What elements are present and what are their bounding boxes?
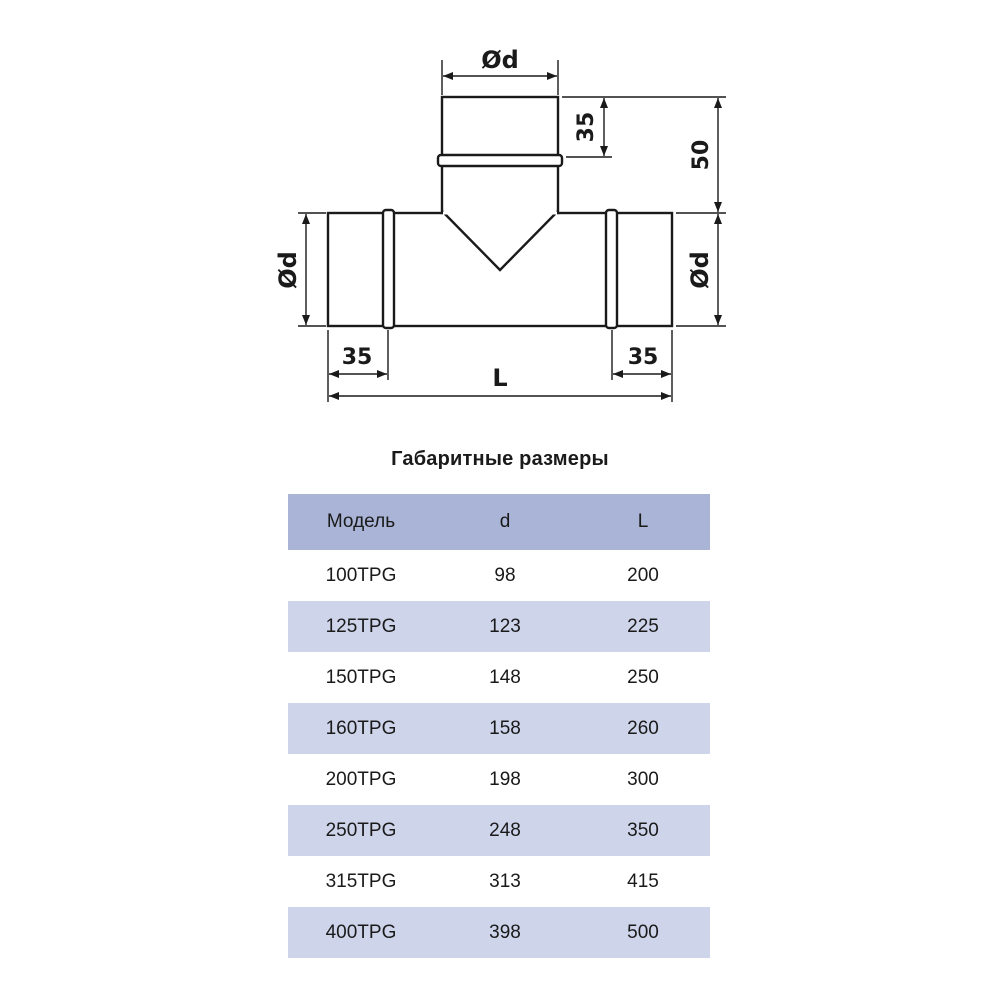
table-row [288,805,710,856]
cell-model: 315TPG [325,870,397,892]
cell-model: 200TPG [325,768,397,790]
table-row [288,601,710,652]
cell-l: 200 [627,564,659,586]
left-diameter-label: Ød [274,251,302,289]
cell-model: 100TPG [325,564,397,586]
dimensions-table [288,494,710,958]
cell-l: 250 [627,666,659,688]
cell-model: 400TPG [288,907,434,958]
tee-fitting-drawing [0,0,1000,420]
table-row [288,703,710,754]
cell-d: 158 [434,703,576,754]
right-bead [606,210,617,328]
cell-model: 125TPG [288,601,434,652]
right-diameter-label: Ød [686,251,714,289]
tee-body [328,97,672,328]
cell-model: 160TPG [288,703,434,754]
branch-height-label: 50 [689,139,714,171]
right-socket-label: 35 [627,345,659,370]
table-title: Габаритные размеры [391,448,609,470]
left-socket-label: 35 [341,345,373,370]
table-row [288,652,710,703]
table-row [288,907,710,958]
cell-d: 398 [434,907,576,958]
length-label: L [492,364,508,392]
table-row [288,856,710,907]
cell-d: 313 [489,870,521,892]
cell-model: 250TPG [288,805,434,856]
header-d: d [434,494,576,550]
branch-diameter-label: Ød [481,46,519,74]
cell-d: 248 [434,805,576,856]
cell-l: 225 [576,601,710,652]
cell-model: 150TPG [325,666,397,688]
cell-l: 415 [627,870,659,892]
cell-l: 500 [576,907,710,958]
cell-d: 148 [489,666,521,688]
table-row [288,754,710,805]
header-l: L [576,494,710,550]
table-header-row [288,494,710,550]
cell-d: 123 [434,601,576,652]
cell-l: 260 [576,703,710,754]
header-model: Модель [288,494,434,550]
table-row [288,550,710,601]
left-bead [383,210,394,328]
cell-l: 300 [627,768,659,790]
branch-socket-label: 35 [574,111,599,143]
cell-d: 198 [489,768,521,790]
cell-l: 350 [576,805,710,856]
cell-d: 98 [494,564,516,586]
branch-bead [438,155,562,166]
